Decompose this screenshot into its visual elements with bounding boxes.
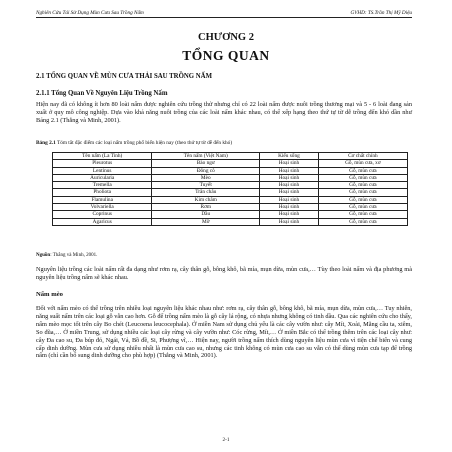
table-cell: Pholiota (53, 189, 152, 196)
table-cell: Gỗ, mùn cưa (318, 167, 407, 174)
col-header-lifestyle: Kiểu sống (260, 153, 319, 160)
table-cell: Rơm (152, 204, 260, 211)
table-cell: Hoại sinh (260, 189, 319, 196)
table-cell: Bào ngư (152, 160, 260, 167)
table-cell: Hoại sinh (260, 167, 319, 174)
table-cell: Gỗ, mùn cưa, xơ (318, 160, 407, 167)
table-row (53, 167, 408, 174)
table-row (53, 160, 408, 167)
table-cell: Gỗ, mùn cưa (318, 174, 407, 181)
chapter-title: TỔNG QUAN (182, 48, 270, 63)
table-row (53, 196, 408, 203)
table-cell: Tremella (53, 182, 152, 189)
table-row (53, 204, 408, 211)
table-cell: Hoại sinh (260, 218, 319, 225)
section-heading: 2.1 TỔNG QUAN VỀ MÙN CƯA THẢI SAU TRỒNG NẤM (36, 73, 212, 80)
table-cell: Gỗ, mùn cưa (318, 204, 407, 211)
table-cell: Flamulina (53, 196, 152, 203)
table-cell: Coprinus (53, 211, 152, 218)
running-header (36, 10, 412, 18)
table-cell: Hoại sinh (260, 182, 319, 189)
table-row (53, 211, 408, 218)
subsection-heading: 2.1.1 Tổng Quan Về Nguyên Liệu Trồng Nấm (36, 90, 168, 97)
table-cell: Hoại sinh (260, 160, 319, 167)
table-row (53, 218, 408, 225)
table-cell: Mỡ (152, 218, 260, 225)
table-cell: Gỗ, mùn cưa (318, 189, 407, 196)
mushroom-table (52, 152, 408, 226)
table-cell: Agaricus (53, 218, 152, 225)
table-cell: Auricularia (53, 174, 152, 181)
table-row (53, 174, 408, 181)
paragraph-nam-meo: Đối với nấm mèo có thể trồng trên nhiều loại nguyên liệu khác nhau như: rơm rạ, cây thân gỗ, bông khô, bã mía, mụn dừa, mùn cưa,… Tuy nhiên, năng suất nấm trên các loại gỗ vẫn cao hơn. Gỗ để trồng nấm mèo là gỗ cây lá rộng, có nhựa nhưng không có tinh dầu. Qua các nghiên cứu cho thấy, nấm mèo mọc tốt trên cây Bo chét (Leucoena leucocephala). Ở miền Nam sử dụng chủ yếu là các cây vườn như: cây Mít, Xoài, Măng cầu ta, xiêm, So đũa,… Ở miền Trung, sử dụng nhiều các loại cây rừng và cây vườn như: Cóc rừng, Mít,… Ở miền Bắc có thể trồng thêm trên các loại cây như: cây Đa cao su, Đa búp đỏ, Ngái, Vả, Bồ đề, Si, Phượng vĩ,… Hiện nay, người trồng nấm thích dùng nguyên liệu mùn cưa vì tiện chế biến và cung cấp dinh dưỡng. Mùn cưa sử dụng nhiều nhất là mùn cưa cao su, nhưng các tinh không có mùn cưa cao su vẫn có thể dùng mùn cưa tạp để trồng nấm (chỉ cần bổ sung dinh dưỡng cho phù hợp) (Thắng và Minh, 2001). (36, 305, 412, 360)
table-cell: Hoại sinh (260, 204, 319, 211)
table-cell: Gỗ, mùn cưa (318, 196, 407, 203)
table-cell: Gỗ, mùn cưa (318, 182, 407, 189)
table-caption-text: Tóm tắt đặc điểm các loại nấm trồng phổ biến hiện nay (theo thứ tự từ dễ đến khó) (56, 140, 233, 146)
table-cell: Pleurotus (53, 160, 152, 167)
header-right: GVHD: TS.Trần Thị Mỹ Diệu (350, 10, 412, 16)
table-caption (36, 140, 232, 146)
page-number: 2-1 (222, 437, 230, 443)
table-cell: Dầu (152, 211, 260, 218)
paragraph-materials: Nguyên liệu trồng các loài nấm rất đa dạng như rơm rạ, cây thân gỗ, bông khô, bã mía, mụn dừa, mùn cưa,… Tùy theo loài nấm và địa phương mà nguyên liệu trồng nấm sẽ khác nhau. (36, 266, 412, 281)
col-header-vietnamese: Tên nấm (Việt Nam) (152, 153, 260, 160)
col-header-substrate: Cơ chất chính (318, 153, 407, 160)
table-caption-label: Bảng 2.1 (36, 140, 56, 146)
table-cell: Đông cô (152, 167, 260, 174)
heading-nam-meo: Nấm mèo (36, 291, 63, 298)
table-cell: Trân châu (152, 189, 260, 196)
table-cell: Gỗ, mùn cưa (318, 211, 407, 218)
chapter-label: CHƯƠNG 2 (198, 32, 254, 43)
table-cell: Tuyết (152, 182, 260, 189)
table-row (53, 182, 408, 189)
table-cell: Kim châm (152, 196, 260, 203)
paragraph-intro: Hiện nay đã có không ít hơn 80 loài nấm được nghiên cứu trồng thử nhưng chỉ có 22 loài nấm được nuôi trồng thương mại và 5 - 6 loài đang sản xuất ở quy mô công nghiệp. Dựa vào khả năng nuôi trồng của các loài nấm khác nhau, có thể xếp hạng theo thứ tự từ dễ trồng đến khó dần như Bảng 2.1 (Thắng và Minh, 2001). (36, 101, 412, 124)
table-cell: Lentinus (53, 167, 152, 174)
table-cell: Mèo (152, 174, 260, 181)
table-cell: Hoại sinh (260, 196, 319, 203)
table-source (36, 253, 97, 258)
header-left: Nghiên Cứu Tái Sử Dụng Mùn Cưa Sau Trồng Nấm (36, 10, 144, 16)
table-row (53, 189, 408, 196)
table-cell: Gỗ, mùn cưa (318, 218, 407, 225)
col-header-latin: Tên nấm (La Tinh) (53, 153, 152, 160)
table-cell: Hoại sinh (260, 174, 319, 181)
table-source-label: Nguồn (36, 253, 51, 258)
table-header-row (53, 153, 408, 160)
table-cell: Hoại sinh (260, 211, 319, 218)
table-source-text: : Thắng và Minh, 2001. (50, 253, 98, 258)
table-cell: Volvariella (53, 204, 152, 211)
